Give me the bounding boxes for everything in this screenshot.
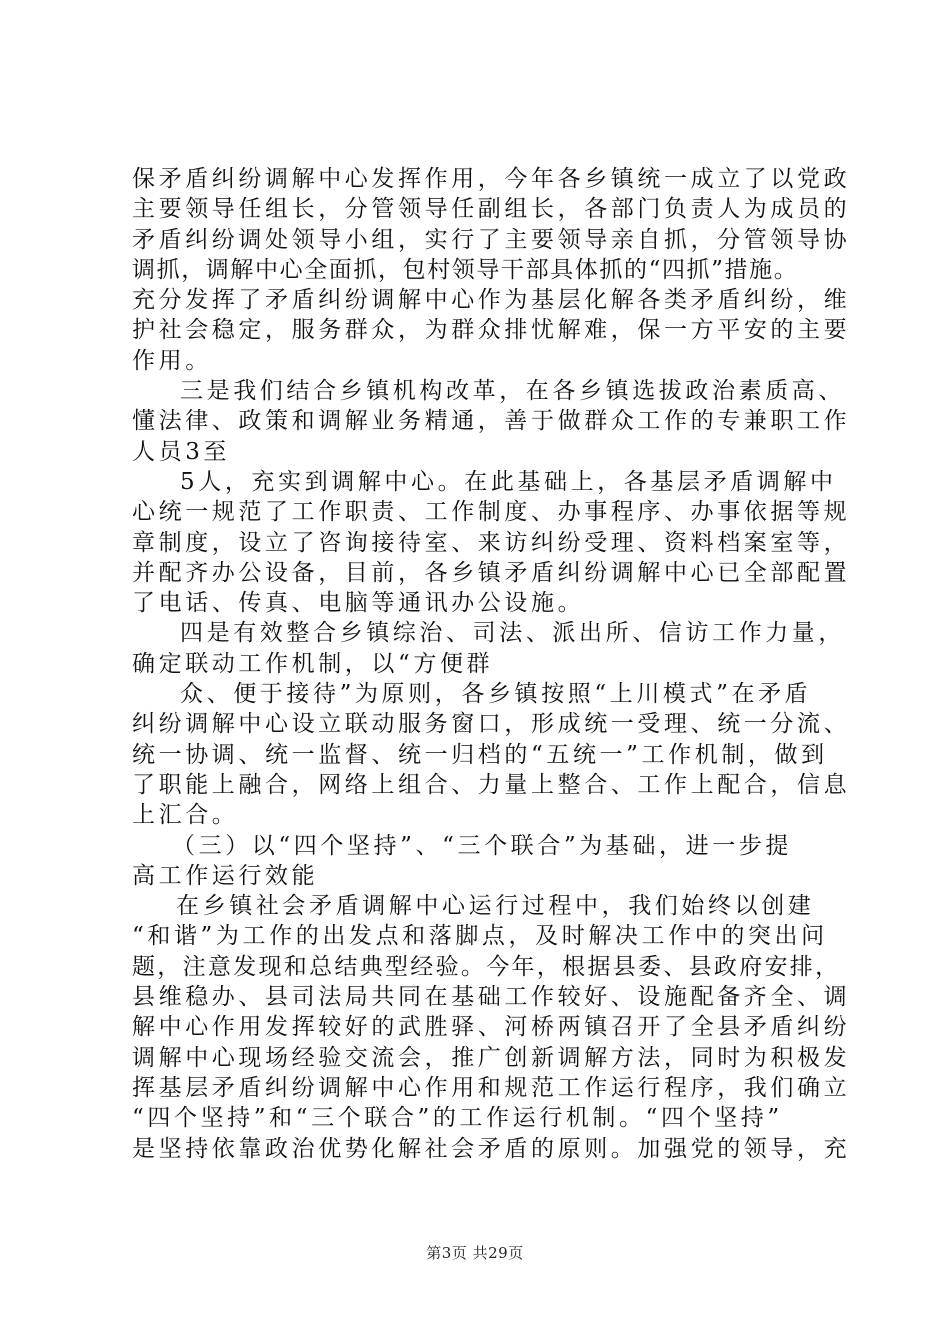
text-line: 上汇合。 xyxy=(132,802,239,829)
paragraph-first-line: 众、便于接待”为原则，各乡镇按照“上川模式”在矛盾 xyxy=(180,681,812,708)
text-line: 护社会稳定，服务群众，为群众排忧解难，保一方平安的主要 xyxy=(132,317,851,344)
text-line: 作用。 xyxy=(132,347,212,374)
text-line: 了电话、传真、电脑等通讯办公设施。 xyxy=(132,590,585,617)
text-line: “四个坚持”和“三个联合”的工作运行机制。“四个坚持” xyxy=(132,1105,783,1132)
text-line: 充分发挥了矛盾纠纷调解中心作为基层化解各类矛盾纠纷，维 xyxy=(132,287,851,314)
section-heading-continued: 高工作运行效能 xyxy=(132,862,319,889)
text-line: “和谐”为工作的出发点和落脚点，及时解决工作中的突出问 xyxy=(132,923,828,950)
text-line: 解中心作用发挥较好的武胜驿、河桥两镇召开了全县矛盾纠纷 xyxy=(132,1014,851,1041)
text-line: 统一协调、统一监督、统一归档的“五统一”工作机制，做到 xyxy=(132,741,828,768)
text-line: 挥基层矛盾纠纷调解中心作用和规范工作运行程序，我们确立 xyxy=(132,1074,851,1101)
text-line: 懂法律、政策和调解业务精通，善于做群众工作的专兼职工作 xyxy=(132,408,851,435)
text-line: 调解中心现场经验交流会，推广创新调解方法，同时为积极发 xyxy=(132,1044,851,1071)
document-body xyxy=(132,164,852,1164)
page-number-footer: 第3页 共29页 xyxy=(426,1244,524,1262)
text-line: 是坚持依靠政治优势化解社会矛盾的原则。加强党的领导，充 xyxy=(132,1135,851,1162)
text-line: 题，注意发现和总结典型经验。今年，根据县委、县政府安排， xyxy=(132,953,841,980)
text-line: 确定联动工作机制，以“方便群 xyxy=(132,650,494,677)
text-line: 主要领导任组长，分管领导任副组长，各部门负责人为成员的 xyxy=(132,196,851,223)
text-line: 调抓，调解中心全面抓，包村领导干部具体抓的“四抓”措施。 xyxy=(132,256,799,283)
paragraph-first-line: 四是有效整合乡镇综治、司法、派出所、信访工作力量， xyxy=(180,620,845,647)
text-line: 了职能上融合，网络上组合、力量上整合、工作上配合，信息 xyxy=(132,771,851,798)
text-line: 矛盾纠纷调处领导小组，实行了主要领导亲自抓，分管领导协 xyxy=(132,226,851,253)
paragraph-first-line: 三是我们结合乡镇机构改革，在各乡镇选拔政治素质高、 xyxy=(180,378,845,405)
text-line: 保矛盾纠纷调解中心发挥作用，今年各乡镇统一成立了以党政 xyxy=(132,166,851,192)
text-line: 章制度，设立了咨询接待室、来访纠纷受理、资料档案室等， xyxy=(132,529,851,556)
text-line: 人员3至 xyxy=(132,438,231,465)
text-line: 并配齐办公设备，目前，各乡镇矛盾纠纷调解中心已全部配置 xyxy=(132,559,851,586)
text-line: 纠纷调解中心设立联动服务窗口，形成统一受理、统一分流、 xyxy=(132,711,851,738)
section-heading: （三）以“四个坚持”、“三个联合”为基础，进一步提 xyxy=(172,832,793,859)
text-line: 心统一规范了工作职责、工作制度、办事程序、办事依据等规 xyxy=(132,499,851,526)
paragraph-first-line: 在乡镇社会矛盾调解中心运行过程中，我们始终以创建 xyxy=(176,893,815,920)
paragraph-first-line: 5人，充实到调解中心。在此基础上，各基层矛盾调解中 xyxy=(180,468,837,495)
text-line: 县维稳办、县司法局共同在基础工作较好、设施配备齐全、调 xyxy=(132,984,851,1011)
